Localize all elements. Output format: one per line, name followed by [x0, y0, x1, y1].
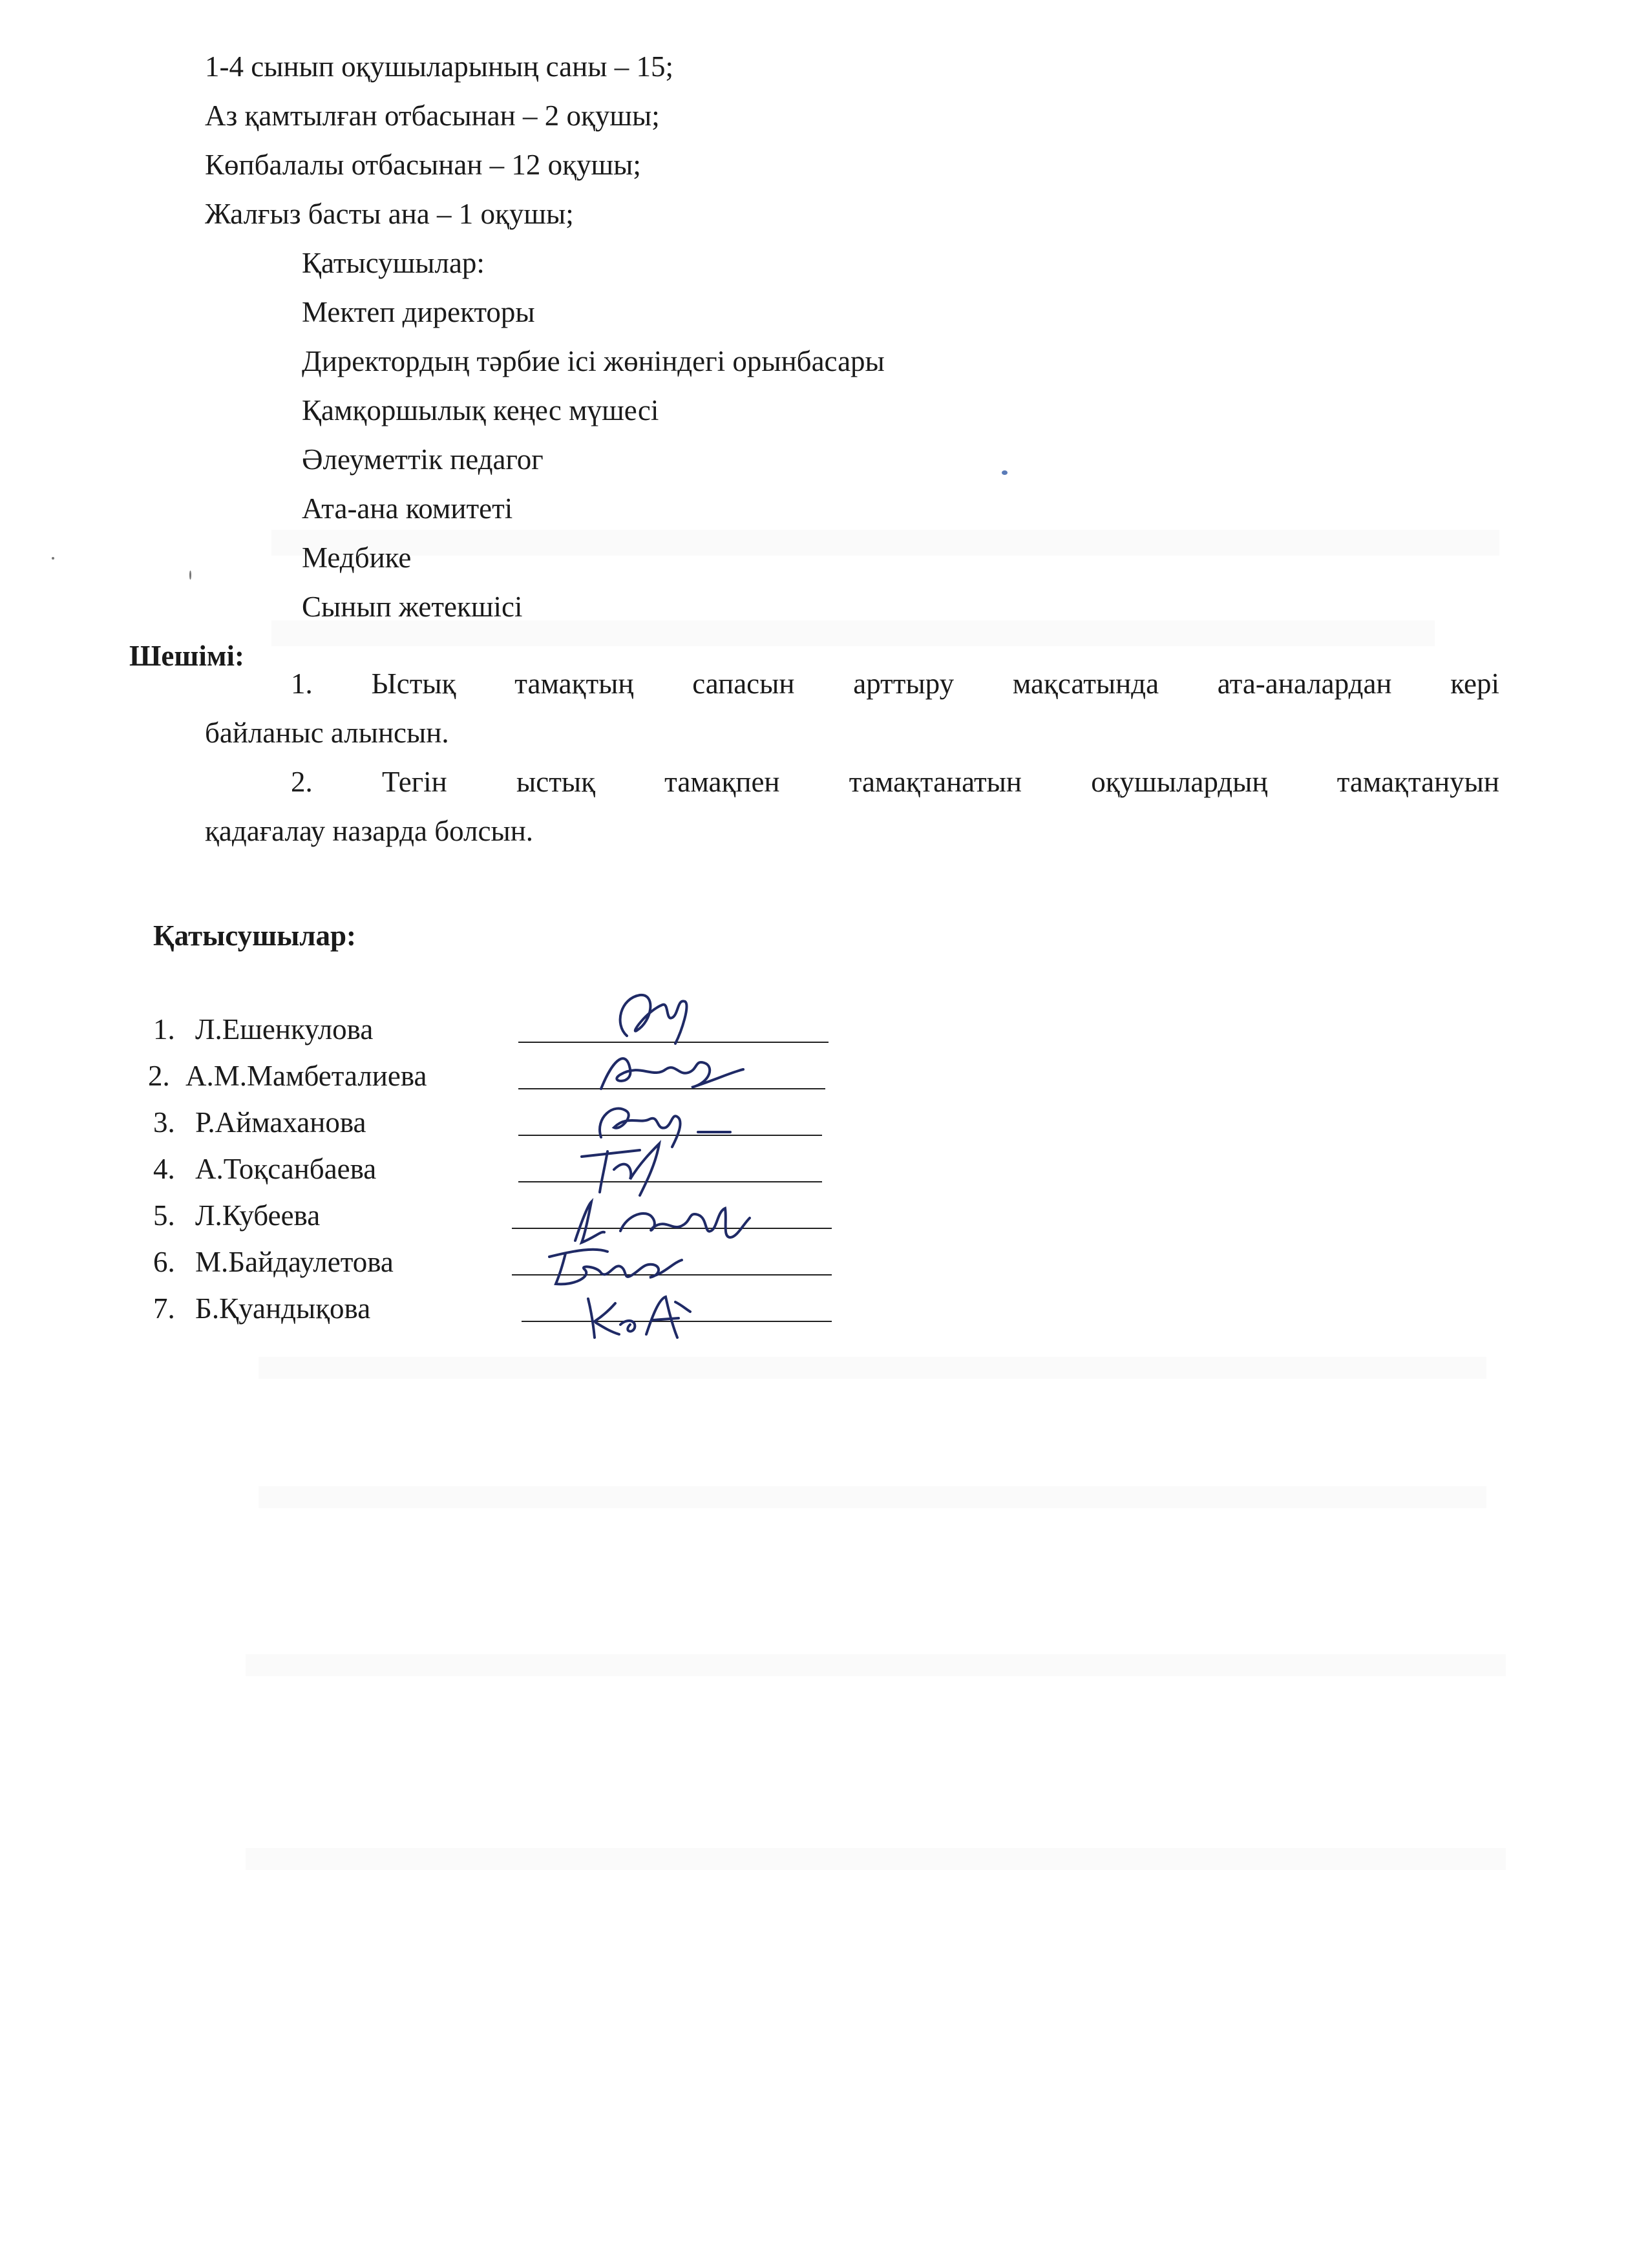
participant-item: Директордың тәрбие ісі жөніндегі орынбасары	[302, 345, 885, 377]
scan-speck	[189, 571, 191, 580]
signatory-name: А.М.Мамбеталиева	[185, 1060, 427, 1092]
handwritten-signature	[601, 985, 730, 1050]
participant-item: Қамқоршылық кеңес мүшесі	[302, 394, 659, 426]
signatory-row	[153, 1104, 864, 1143]
signatory-number: 1.	[153, 1013, 175, 1045]
stat-line: Көпбалалы отбасынан – 12 оқушы;	[205, 149, 641, 181]
signatory-row	[153, 1290, 864, 1329]
show-through-artifact	[271, 530, 1499, 556]
handwritten-signature	[569, 1131, 698, 1202]
signatory-number: 7.	[153, 1292, 175, 1325]
signatory-name: М.Байдаулетова	[195, 1246, 394, 1278]
stat-line: Жалғыз басты ана – 1 оқушы;	[205, 198, 574, 230]
signatory-row	[148, 1058, 864, 1097]
signatory-row	[153, 1011, 864, 1050]
stat-line: 1-4 сынып оқушыларының саны – 15;	[205, 50, 673, 83]
signatory-name: Л.Кубеева	[195, 1199, 321, 1232]
participant-item: Сынып жетекшісі	[302, 591, 523, 623]
participant-item: Медбике	[302, 541, 412, 574]
show-through-artifact	[246, 1654, 1506, 1676]
handwritten-signature	[575, 1289, 704, 1347]
participants-heading: Қатысушылар:	[302, 247, 485, 279]
participant-item: Ата-ана комитеті	[302, 492, 513, 525]
scan-speck	[52, 557, 54, 560]
signatory-number: 5.	[153, 1199, 175, 1232]
decision-item-2-line-2: қадағалау назарда болсын.	[205, 815, 534, 847]
signatory-name: Л.Ешенкулова	[195, 1013, 374, 1045]
decision-item-1-line-2: байланыс алынсын.	[205, 717, 449, 749]
signatory-number: 6.	[153, 1246, 175, 1278]
decision-item-1-line-1: 1. Ыстық тамақтың сапасын арттыру мақсатында ата-аналардан кері	[291, 667, 1499, 700]
show-through-artifact	[259, 1486, 1486, 1508]
decision-item-2-line-1: 2. Тегін ыстық тамақпен тамақтанатын оқушылардың тамақтануын	[291, 766, 1499, 798]
stat-line: Аз қамтылған отбасынан – 2 оқушы;	[205, 100, 660, 132]
participant-item: Мектеп директоры	[302, 296, 535, 328]
participant-item: Әлеуметтік педагог	[302, 443, 544, 476]
handwritten-signature	[536, 1237, 685, 1296]
signatory-row	[153, 1151, 864, 1190]
signatory-number: 3.	[153, 1106, 175, 1139]
decision-heading: Шешімі:	[129, 640, 245, 672]
signatories-heading: Қатысушылар:	[153, 919, 356, 952]
show-through-artifact	[259, 1357, 1486, 1379]
signatory-name: Р.Аймаханова	[195, 1106, 366, 1139]
signatory-number: 2.	[148, 1060, 170, 1092]
show-through-artifact	[246, 1848, 1506, 1870]
scan-speck	[1002, 470, 1008, 475]
signatory-name: Б.Қуандықова	[195, 1292, 371, 1325]
signatory-number: 4.	[153, 1153, 175, 1185]
signatory-name: А.Тоқсанбаева	[195, 1153, 377, 1185]
